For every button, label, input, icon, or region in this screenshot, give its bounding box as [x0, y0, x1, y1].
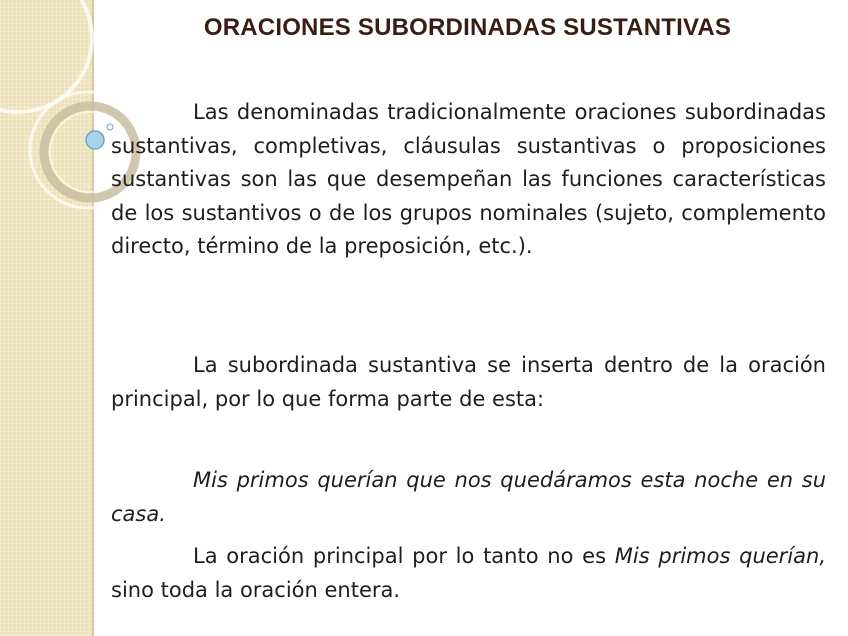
paragraph-definition: Las denominadas tradicionalmente oraciones subordinadas sustantivas, completivas, cláusulas sustantivas o proposiciones sustantivas son las que desempeñan las funciones características de los sustantivos o de los grupos nominales (sujeto, complemento directo, término de la preposición, etc.).: [111, 100, 826, 258]
conclusion-text-end: sino toda la oración entera.: [111, 577, 401, 602]
paragraph-conclusion: [111, 540, 826, 607]
conclusion-italic-phrase: Mis primos querían,: [614, 544, 827, 568]
paragraph-insertion: La subordinada sustantiva se inserta dentro de la oración principal, por lo que forma parte de esta:: [111, 353, 826, 411]
example-sentence: Mis primos querían que nos quedáramos esta noche en su casa.: [111, 468, 826, 526]
blue-bubble-icon: [86, 131, 104, 149]
large-ring: [0, 0, 92, 112]
slide-title: ORACIONES SUBORDINADAS SUSTANTIVAS: [203, 14, 732, 41]
conclusion-text-start: La oración principal por lo tanto no es: [193, 544, 615, 568]
